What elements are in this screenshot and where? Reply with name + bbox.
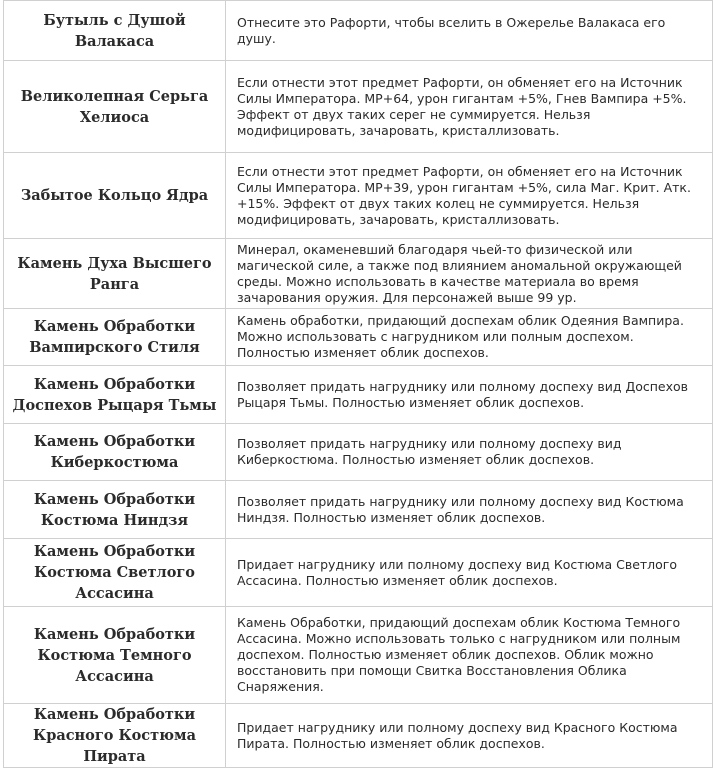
table-row xyxy=(4,61,713,153)
item-name: Камень Обработки Костюма Темного Ассасина xyxy=(4,607,226,704)
table-row xyxy=(4,239,713,309)
item-description: Позволяет придать нагруднику или полному доспеху вид Костюма Ниндзя. Полностью изменяет облик доспехов. xyxy=(226,481,713,539)
item-name: Камень Обработки Красного Костюма Пирата xyxy=(4,704,226,768)
item-name: Камень Обработки Костюма Ниндзя xyxy=(4,481,226,539)
table-row xyxy=(4,481,713,539)
item-description: Если отнести этот предмет Рафорти, он обменяет его на Источник Силы Императора. MP+39, урон гигантам +5%, сила Маг. Крит. Атк. +15%. Эффект от двух таких колец не суммируется. Нельзя модифицировать, зачаровать, кристаллизовать. xyxy=(226,153,713,239)
table-row xyxy=(4,366,713,424)
item-description: Камень Обработки, придающий доспехам облик Костюма Темного Ассасина. Можно использовать только с нагрудником или полным доспехом. Полностью изменяет облик доспехов. Облик можно восстановить при помощи Свитка Восстановления Облика Снаряжения. xyxy=(226,607,713,704)
item-description: Придает нагруднику или полному доспеху вид Красного Костюма Пирата. Полностью изменяет облик доспехов. xyxy=(226,704,713,768)
item-description: Придает нагруднику или полному доспеху вид Костюма Светлого Ассасина. Полностью изменяет облик доспехов. xyxy=(226,539,713,607)
table-row xyxy=(4,153,713,239)
items-table-body xyxy=(4,1,713,768)
table-row xyxy=(4,539,713,607)
table-row xyxy=(4,424,713,481)
item-description: Отнесите это Рафорти, чтобы вселить в Ожерелье Валакаса его душу. xyxy=(226,1,713,61)
item-name: Камень Обработки Вампирского Стиля xyxy=(4,309,226,366)
item-name: Камень Обработки Доспехов Рыцаря Тьмы xyxy=(4,366,226,424)
item-description: Если отнести этот предмет Рафорти, он обменяет его на Источник Силы Императора. MP+64, урон гигантам +5%, Гнев Вампира +5%. Эффект от двух таких серег не суммируется. Нельзя модифицировать, зачаровать, кристаллизовать. xyxy=(226,61,713,153)
item-name: Камень Духа Высшего Ранга xyxy=(4,239,226,309)
item-name: Великолепная Серьга Хелиоса xyxy=(4,61,226,153)
item-description: Позволяет придать нагруднику или полному доспеху вид Доспехов Рыцаря Тьмы. Полностью изменяет облик доспехов. xyxy=(226,366,713,424)
item-description: Позволяет придать нагруднику или полному доспеху вид Киберкостюма. Полностью изменяет облик доспехов. xyxy=(226,424,713,481)
item-description: Минерал, окаменевший благодаря чьей-то физической или магической силе, а также под влиянием аномальной окружающей среды. Можно использовать в качестве материала во время зачарования оружия. Для персонажей выше 99 ур. xyxy=(226,239,713,309)
item-name: Бутыль с Душой Валакаса xyxy=(4,1,226,61)
item-name: Камень Обработки Киберкостюма xyxy=(4,424,226,481)
table-row xyxy=(4,607,713,704)
table-row xyxy=(4,1,713,61)
table-row xyxy=(4,309,713,366)
item-description: Камень обработки, придающий доспехам облик Одеяния Вампира. Можно использовать с нагрудником или полным доспехом. Полностью изменяет облик доспехов. xyxy=(226,309,713,366)
item-name: Забытое Кольцо Ядра xyxy=(4,153,226,239)
item-name: Камень Обработки Костюма Светлого Ассасина xyxy=(4,539,226,607)
items-table xyxy=(3,0,713,768)
table-row xyxy=(4,704,713,768)
